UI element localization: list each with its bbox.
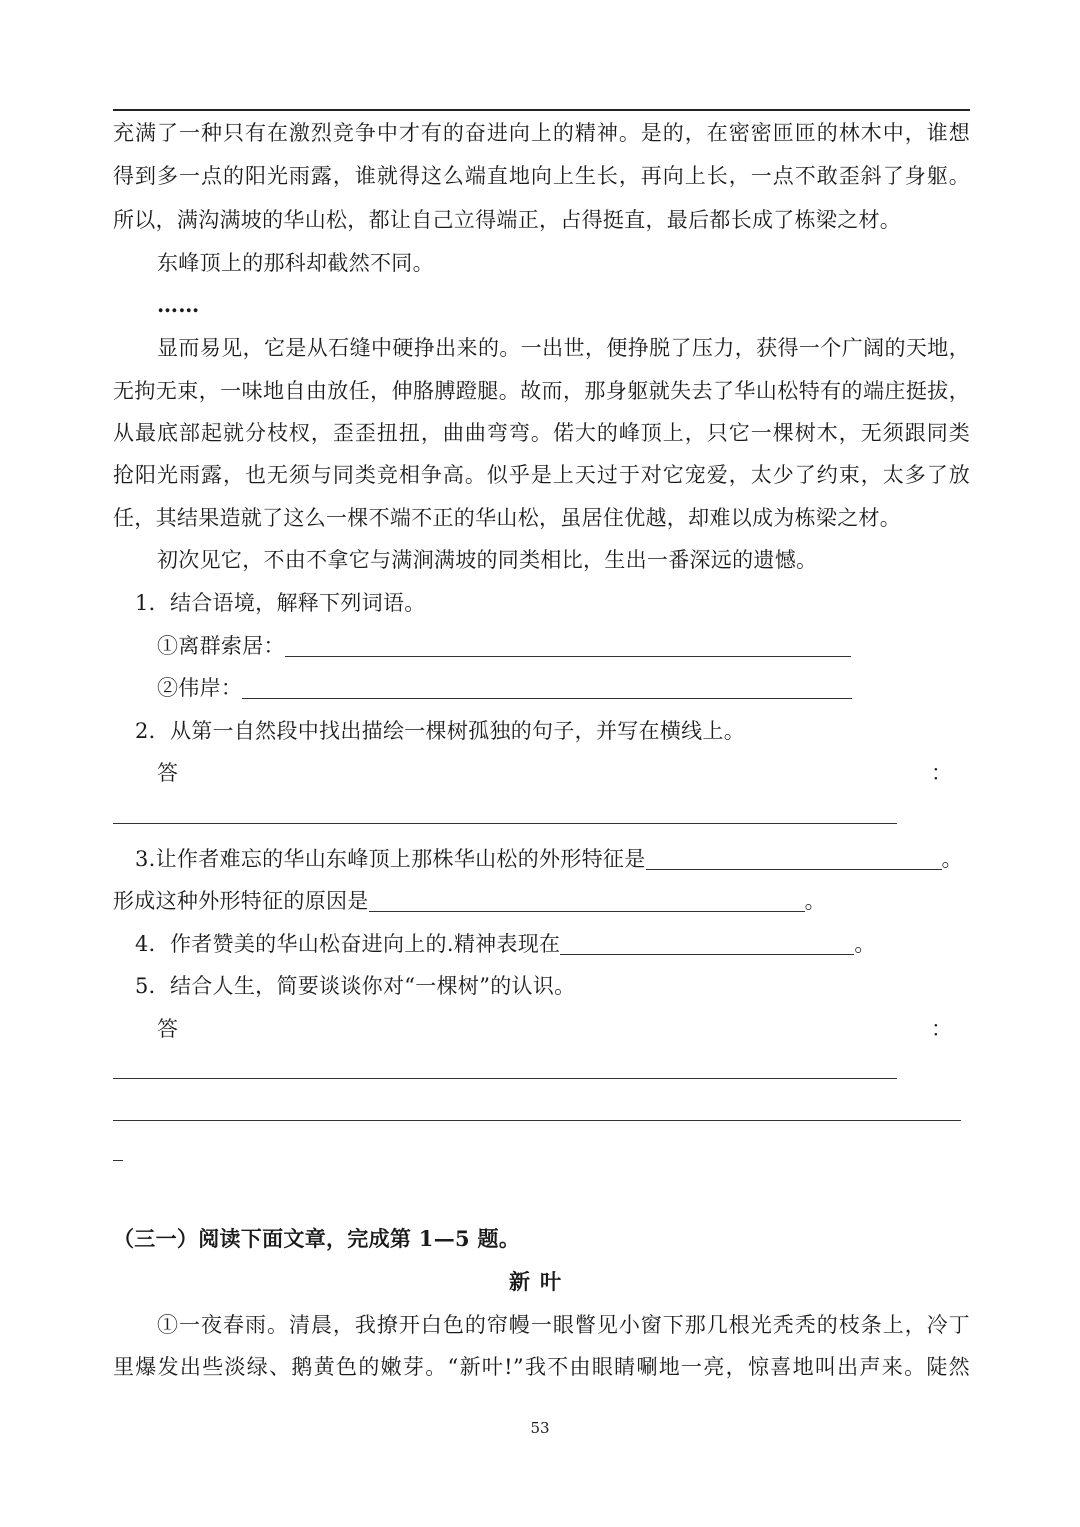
question-1a bbox=[157, 631, 970, 661]
answer-label: 答 bbox=[157, 761, 178, 785]
passage-line: 显而易见，它是从石缝中硬挣出来的。一出世，便挣脱了压力，获得一个广阔的天地， bbox=[157, 336, 970, 360]
answer-line[interactable] bbox=[113, 823, 897, 824]
passage-line: 抢阳光雨露，也无须与同类竞相争高。似乎是上天过于对它宠爱，太少了约束，太多了放 bbox=[113, 463, 970, 487]
question-2-answer-row bbox=[157, 758, 970, 788]
answer-blank[interactable] bbox=[560, 932, 854, 955]
passage-line: 得到多一点的阳光雨露，谁就得这么端直地向上生长，再向上长，一点不敢歪斜了身躯。 bbox=[113, 164, 970, 188]
punctuation: 。 bbox=[804, 889, 826, 913]
question-4-text: 4．作者赞美的华山松奋进向上的.精神表现在 bbox=[135, 932, 561, 956]
answer-colon: ： bbox=[931, 761, 952, 785]
paragraph-east-peak: 东峰顶上的那科却截然不同。 bbox=[157, 251, 434, 275]
answer-line[interactable] bbox=[113, 1078, 897, 1079]
answer-colon: ： bbox=[931, 1017, 952, 1041]
question-1b-label: ②伟岸： bbox=[157, 676, 243, 700]
punctuation: 。 bbox=[854, 932, 876, 956]
question-5: 5．结合人生，简要谈谈你对“一棵树”的认识。 bbox=[135, 974, 576, 998]
question-1a-label: ①离群索居： bbox=[157, 634, 285, 658]
answer-line-end bbox=[113, 1160, 123, 1161]
passage-line: 充满了一种只有在激烈竞争中才有的奋进向上的精神。是的，在密密匝匝的林木中，谁想 bbox=[113, 121, 970, 145]
header-rule bbox=[113, 109, 970, 111]
paragraph-first-see: 初次见它，不由不拿它与满涧满坡的同类相比，生出一番深远的遗憾。 bbox=[157, 548, 818, 572]
answer-blank[interactable] bbox=[242, 676, 852, 699]
page-number: 53 bbox=[530, 1419, 550, 1437]
question-3-text: 3.让作者难忘的华山东峰顶上那株华山松的外形特征是 bbox=[135, 847, 646, 871]
question-3-line1 bbox=[135, 844, 970, 874]
question-1b bbox=[157, 673, 970, 703]
answer-blank[interactable] bbox=[646, 847, 942, 870]
ellipsis: …… bbox=[157, 292, 200, 317]
question-3-text: 形成这种外形特征的原因是 bbox=[113, 889, 369, 913]
answer-blank[interactable] bbox=[369, 889, 805, 912]
question-3-line2 bbox=[113, 886, 970, 916]
answer-blank[interactable] bbox=[285, 634, 851, 657]
section-heading: （三一）阅读下面文章，完成第 1—5 题。 bbox=[113, 1226, 521, 1251]
question-2: 2．从第一自然段中找出描绘一棵树孤独的句子，并写在横线上。 bbox=[135, 719, 746, 743]
article-title: 新叶 bbox=[509, 1269, 571, 1294]
passage-line: 所以，满沟满坡的华山松，都让自己立得端正，占得挺直，最后都长成了栋梁之材。 bbox=[113, 208, 902, 232]
passage-line: 从最底部起就分枝杈，歪歪扭扭，曲曲弯弯。偌大的峰顶上，只它一棵树木，无须跟同类 bbox=[113, 421, 970, 445]
question-4 bbox=[135, 929, 970, 959]
question-1: 1．结合语境，解释下列词语。 bbox=[135, 591, 426, 615]
answer-line[interactable] bbox=[113, 1120, 961, 1121]
question-5-answer-row bbox=[157, 1014, 970, 1044]
punctuation: 。 bbox=[941, 847, 963, 871]
passage-line: 任，其结果造就了这么一棵不端不正的华山松，虽居住优越，却难以成为栋梁之材。 bbox=[113, 506, 902, 530]
article-line: ①一夜春雨。清晨，我撩开白色的帘幔一眼瞥见小窗下那几根光秃秃的枝条上，冷丁 bbox=[157, 1313, 970, 1337]
answer-label: 答 bbox=[157, 1017, 178, 1041]
passage-line: 无拘无束，一味地自由放任，伸胳膊蹬腿。故而，那身躯就失去了华山松特有的端庄挺拔， bbox=[113, 379, 970, 403]
article-line: 里爆发出些淡绿、鹅黄色的嫩芽。“新叶!”我不由眼睛唰地一亮，惊喜地叫出声来。陡然 bbox=[113, 1355, 970, 1379]
